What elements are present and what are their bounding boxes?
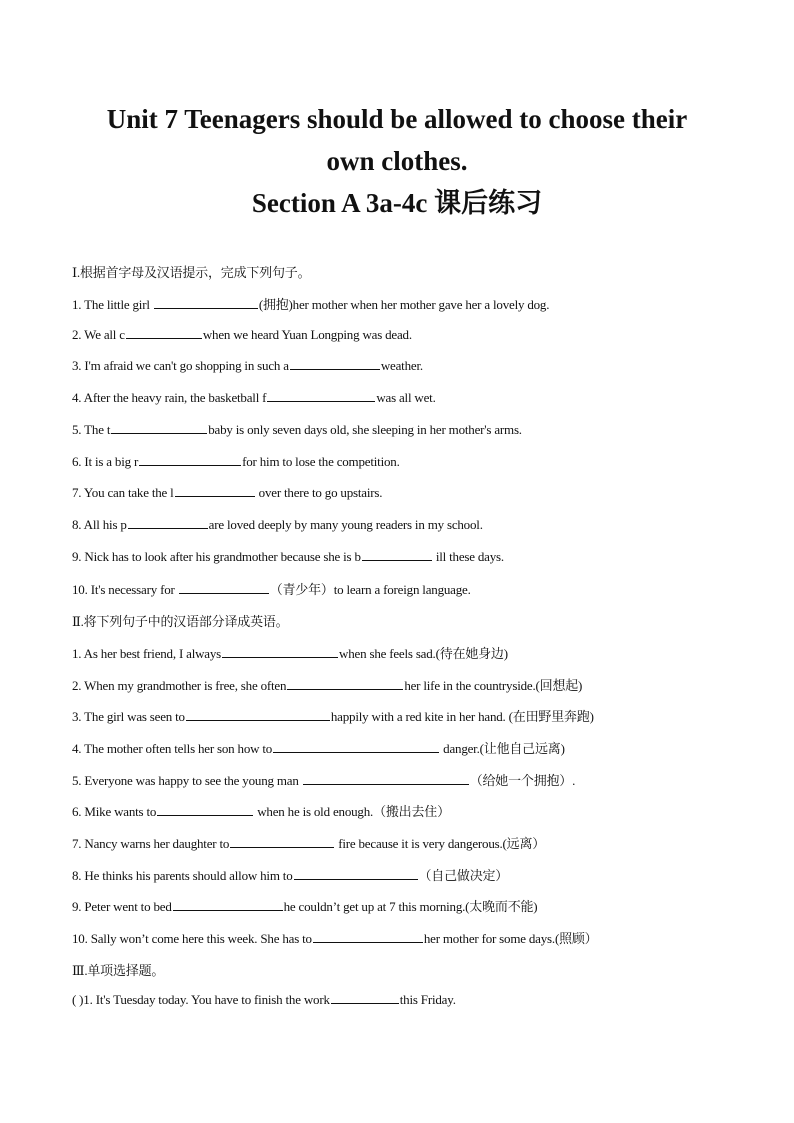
item-text: （青少年）to learn a foreign language. [269,582,471,597]
item-text: danger.(让他自己远离) [440,741,565,756]
page-title-line-1: Unit 7 Teenagers should be allowed to choose their [106,104,688,134]
item-text: over there to go upstairs. [255,485,383,500]
exercise-item [72,865,752,884]
item-text: 5. Everyone was happy to see the young man [72,773,302,788]
answer-blank[interactable] [273,740,439,753]
item-text: baby is only seven days old, she sleeping in her mother's arms. [208,422,522,437]
item-text: 6. It is a big r [72,454,139,469]
exercise-item [72,896,752,915]
item-text: when we heard Yuan Longping was dead. [202,327,412,342]
exercise-item [72,738,752,757]
item-text: this Friday. [399,992,456,1007]
section-1-heading: Ⅰ.根据首字母及汉语提示，完成下列句子。 [72,265,311,280]
exercise-item [72,706,752,725]
item-text: 2. We all c [72,327,125,342]
answer-blank[interactable] [222,645,338,658]
item-text: for him to lose the competition. [242,454,400,469]
exercise-item [72,484,752,501]
answer-blank[interactable] [139,453,241,466]
item-text: happily with a red kite in her hand. (在田野里奔跑) [330,709,594,724]
exercise-item [72,294,752,313]
section-3-heading: Ⅲ.单项选择题。 [72,963,165,978]
answer-blank[interactable] [175,484,255,497]
answer-blank[interactable] [287,677,403,690]
item-text: are loved deeply by many young readers in my school. [208,517,483,532]
item-text: was all wet. [376,390,436,405]
answer-blank[interactable] [111,421,207,434]
item-text: （给她一个拥抱）. [469,773,576,788]
item-text: when he is old enough.（搬出去住） [254,804,450,819]
answer-blank[interactable] [294,867,418,880]
exercise-item [72,643,752,662]
exercise-item [72,991,752,1008]
exercise-item [72,770,752,789]
item-text: (拥抱)her mother when her mother gave her a lovely dog. [258,297,550,312]
answer-blank[interactable] [179,581,269,594]
item-text: 4. After the heavy rain, the basketball f [72,390,267,405]
exercise-item [72,579,752,598]
item-text: 9. Peter went to bed [72,899,172,914]
item-text: 1. As her best friend, I always [72,646,222,661]
item-text: 3. I'm afraid we can't go shopping in such a [72,358,289,373]
item-text: 8. He thinks his parents should allow him to [72,868,293,883]
exercise-item [72,833,752,852]
answer-blank[interactable] [362,548,432,561]
item-text: he couldn’t get up at 7 this morning.(太晚而不能) [283,899,538,914]
item-text: 10. Sally won’t come here this week. She has to [72,931,312,946]
answer-blank[interactable] [186,708,330,721]
answer-blank[interactable] [290,357,380,370]
answer-blank[interactable] [126,326,202,339]
answer-blank[interactable] [173,898,283,911]
exercise-item [72,675,752,694]
answer-blank[interactable] [313,930,423,943]
item-text: weather. [380,358,423,373]
answer-blank[interactable] [230,835,334,848]
item-text: （自己做决定） [418,868,509,883]
item-text: 2. When my grandmother is free, she often [72,678,287,693]
exercise-item [72,357,752,374]
answer-blank[interactable] [303,772,469,785]
item-text: 1. The little girl [72,297,153,312]
item-text: 7. Nancy warns her daughter to [72,836,230,851]
section-2-heading: Ⅱ.将下列句子中的汉语部分译成英语。 [72,614,289,629]
exercise-item [72,516,752,533]
item-text: ill these days. [432,549,504,564]
item-text: 8. All his p [72,517,127,532]
exercise-item [72,326,752,343]
item-text: 6. Mike wants to [72,804,157,819]
answer-blank[interactable] [128,516,208,529]
item-text: 10. It's necessary for [72,582,178,597]
item-text: 3. The girl was seen to [72,709,185,724]
item-text: her life in the countryside.(回想起) [404,678,583,693]
exercise-item [72,801,752,820]
item-text: 5. The t [72,422,111,437]
exercise-item [72,421,752,438]
exercise-item [72,548,752,565]
exercise-item [72,453,752,470]
answer-blank[interactable] [157,803,253,816]
item-text: 7. You can take the l [72,485,174,500]
item-text: her mother for some days.(照顾） [423,931,598,946]
item-text: fire because it is very dangerous.(远离） [335,836,546,851]
item-text: 9. Nick has to look after his grandmother because she is b [72,549,361,564]
answer-blank[interactable] [331,991,399,1004]
page-title-line-2: own clothes. [326,146,468,176]
exercise-item [72,389,752,406]
item-text: when she feels sad.(待在她身边) [339,646,508,661]
exercise-item [72,928,752,947]
item-text: 4. The mother often tells her son how to [72,741,273,756]
page-subtitle: Section A 3a-4c 课后练习 [251,188,543,218]
answer-blank[interactable] [267,389,375,402]
answer-blank[interactable] [154,296,258,309]
item-text: ( )1. It's Tuesday today. You have to finish the work [72,992,330,1007]
